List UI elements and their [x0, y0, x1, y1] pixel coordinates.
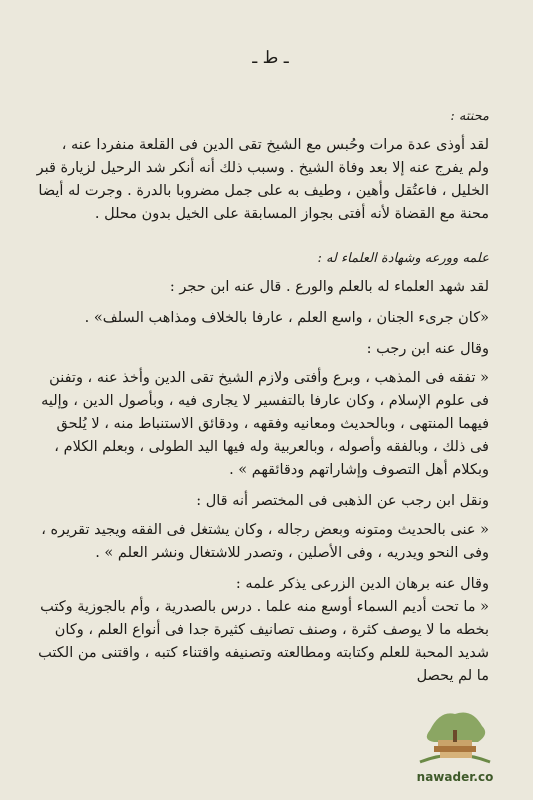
quote-line: « تفقه فى المذهب ، وبرع وأفتى ولازم الشيخ تقى الدين وأخذ عنه ، وتفنن: [49, 370, 489, 386]
section-heading: علمه وورعه وشهادة العلماء له :: [317, 251, 489, 266]
quote-line: وبكلام أهل التصوف وإشاراتهم ودقائقهم » .: [229, 462, 489, 478]
text-line: محنة مع القضاة لأنه أفتى بجواز المسابقة على الخيل بدون محلل .: [94, 206, 489, 222]
watermark-logo: [400, 700, 510, 792]
page-number: ـ ط ـ: [252, 48, 289, 68]
section-knowledge: [38, 248, 489, 688]
quote-line: فى ذلك ، وبالفقه وأصوله ، وبالعربية وله فيها اليد الطولى ، وبعلم الكلام ،: [54, 439, 489, 455]
quote-line: بخطه ما لا يوصف كثرة ، وصنف تصانيف كثيرة جدا فى أنواع العلم ، وكان: [54, 622, 489, 638]
watermark-text: nawader.co: [416, 770, 494, 784]
text-line: وقال عنه برهان الدين الزرعى يذكر علمه :: [235, 576, 489, 592]
quote-line: فى علوم الإسلام ، وكان عارفا بالتفسير لا يجارى فيه ، وبأصول الدين ، وإليه: [41, 393, 489, 409]
quote-line: فيهما المنتهى ، وبالحديث ومعانيه وفقهه ، ودقائق الاستنباط منه ، لا يُلحق: [56, 416, 489, 432]
quote-line: « عنى بالحديث ومتونه وبعض رجاله ، وكان يشتغل فى الفقه ويجيد تقريره ،: [41, 522, 489, 538]
text-line: الخليل ، فاعتُقل وأهين ، وطيف به على جمل مضروبا بالدرة . وجرت له أيضا: [38, 183, 489, 199]
quote-line: « ما تحت أديم السماء أوسع منه علما . درس بالصدرية ، وأم بالجوزية وكتب: [40, 599, 489, 615]
section-ordeal: [36, 106, 489, 226]
quote-line: شديد المحبة للعلم وكتابته ومطالعته وتصنيفه واقتناء كتبه ، واقتنى من الكتب: [38, 645, 489, 661]
text-line: ولم يفرج عنه إلا بعد وفاة الشيخ . وسبب ذلك أنه أنكر شد الرحيل لزيارة قبر: [36, 160, 489, 176]
section-heading: محنته :: [450, 109, 489, 124]
quote-line: ما لم يحصل: [416, 668, 489, 684]
quote-line: وفى النحو ويدريه ، وفى الأصلين ، وتصدر للاشتغال ونشر العلم » .: [95, 545, 489, 561]
quote-line: «كان جرىء الجنان ، واسع العلم ، عارفا بالخلاف ومذاهب السلف» .: [84, 310, 489, 326]
text-line: لقد أوذى عدة مرات وحُبس مع الشيخ تقى الدين فى القلعة منفردا عنه ،: [61, 137, 489, 153]
books-stack-icon: [400, 700, 510, 770]
text-line: وقال عنه ابن رجب :: [366, 341, 489, 357]
text-line: ونقل ابن رجب عن الذهبى فى المختصر أنه قال :: [196, 493, 489, 509]
text-line: لقد شهد العلماء له بالعلم والورع . قال عنه ابن حجر :: [169, 279, 489, 295]
